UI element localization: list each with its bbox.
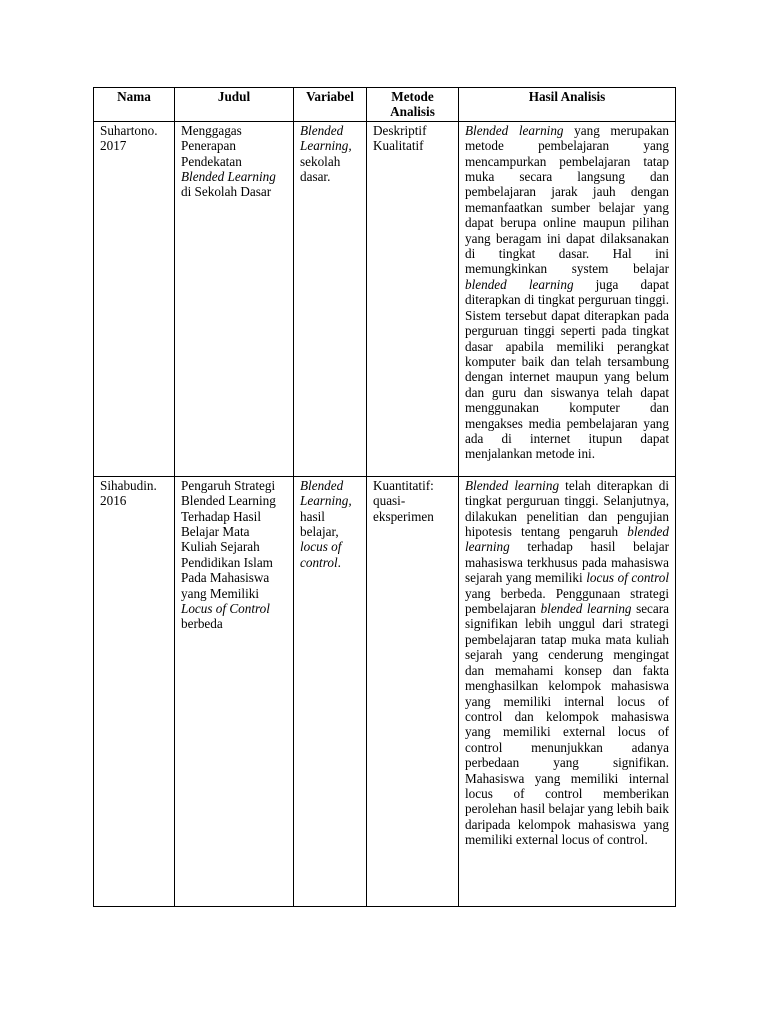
cell-judul [175,476,294,906]
cell-metode: Kuantitatif: quasi-eksperimen [367,476,459,906]
italic-text-run: blended learning [540,601,632,617]
literature-review-table [93,87,676,907]
italic-text-run: Blended Learning, [300,122,352,154]
cell-metode: Deskriptif Kualitatif [367,121,459,476]
text-run: berbeda [181,616,223,632]
header-nama: Nama [94,88,175,122]
italic-text-run: Blended learning [465,122,564,138]
cell-hasil [459,476,676,906]
text-run: secara signifikan lebih unggul dari strategi pembelajaran tatap muka mata kuliah sejarah yang cenderung mengingat dan memahami konsep dan fakta menghasilkan kelompok mahasiswa yang memiliki internal locus of control dan kelompok mahasiswa yang memiliki external locus of control menunjukkan adanya perbedaan yang signifikan. Mahasiswa yang memiliki internal locus of control memberikan perolehan hasil belajar yang lebih baik daripada kelompok mahasiswa yang memiliki external locus of control. [465,601,669,848]
italic-text-run: Blended Learning, [300,477,352,509]
cell-nama: Sihabudin. 2016 [94,476,175,906]
text-run: Menggagas Penerapan Pendekatan [181,122,242,169]
text-run: juga dapat diterapkan di tingkat perguruan tinggi. Sistem tersebut dapat diterapkan pada perguruan tinggi seperti pada tingkat dasar apabila memiliki perangkat komputer baik dan telah tersambung dengan internet maupun yang belum dan guru dan siswanya telah dapat menggunakan komputer dan mengakses media pembelajaran yang ada di internet itupun dapat menjalankan metode ini. [465,276,670,462]
header-variabel: Variabel [294,88,367,122]
italic-text-run: locus of control [300,539,342,570]
italic-text-run: Blended Learning [181,169,276,185]
italic-text-run: Locus of Control [181,601,270,617]
italic-text-run: blended learning [465,524,669,555]
text-run: hasil belajar, [300,508,339,540]
cell-variabel [294,121,367,476]
header-hasil-analisis: Hasil Analisis [459,88,676,122]
cell-hasil [459,121,676,476]
italic-text-run: blended learning [465,276,574,292]
italic-text-run: Blended learning [465,477,560,493]
text-run: yang berbeda. Penggunaan strategi pembelajaran [465,585,669,617]
table-row [94,476,676,906]
table-header-row [94,88,676,122]
cell-variabel [294,476,367,906]
text-run: di Sekolah Dasar [181,184,272,200]
table-row [94,121,676,476]
text-run: . [337,554,341,570]
header-metode-analisis: Metode Analisis [367,88,459,122]
header-judul: Judul [175,88,294,122]
text-run: sekolah dasar. [300,153,341,185]
text-run: Pengaruh Strategi Blended Learning Terhadap Hasil Belajar Mata Kuliah Sejarah Pendidikan Islam Pada Mahasiswa yang Memiliki [181,477,276,601]
cell-nama: Suhartono. 2017 [94,121,175,476]
text-run: terhadap hasil belajar mahasiswa terkhusus pada mahasiswa sejarah yang memiliki [465,539,669,586]
text-run: telah diterapkan di tingkat perguruan tinggi. Selanjutnya, dilakukan penelitian dan pengujian hipotesis tentang pengaruh [465,477,669,540]
text-run: yang merupakan metode pembelajaran yang mencampurkan pembelajaran tatap muka secara langsung dan pembelajaran jarak jauh dengan memanfaatkan sumber belajar yang dapat berupa online maupun pilihan yang beragam ini dapat dilaksanakan di tingkat dasar. Hal ini memungkinkan system belajar [465,122,669,277]
italic-text-run: locus of control [586,570,669,586]
cell-judul [175,121,294,476]
